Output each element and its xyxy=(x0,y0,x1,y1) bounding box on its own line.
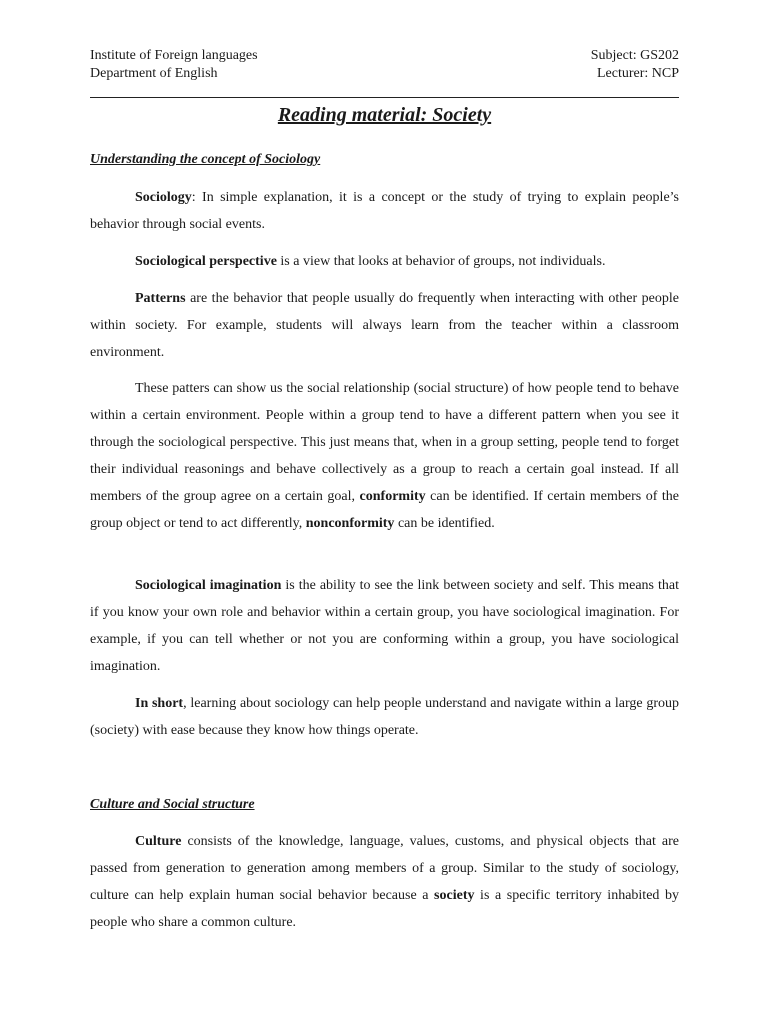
header-right xyxy=(591,47,679,83)
header-divider xyxy=(90,97,679,98)
institute-name: Institute of Foreign languages xyxy=(90,48,258,63)
paragraph-text: consists of the knowledge, language, values, customs, and physical objects that are passed from generation to generation among members of a group. Similar to the study of sociology, culture can help explain human social behavior because a xyxy=(90,834,679,903)
department-name: Department of English xyxy=(90,66,218,81)
section-heading-sociology: Understanding the concept of Sociology xyxy=(90,152,321,167)
paragraph-patters-social-structure xyxy=(90,375,679,537)
paragraph-text: can be identified. xyxy=(394,516,495,531)
paragraph-text: : In simple explanation, it is a concept or the study of trying to explain people’s behavior through social events. xyxy=(90,190,679,232)
paragraph-text: is a view that looks at behavior of groups, not individuals. xyxy=(276,254,606,269)
paragraph-text: are the behavior that people usually do frequently when interacting with other people within society. For example, students will always learn from the teacher within a classroom environment. xyxy=(90,291,679,360)
paragraph-in-short xyxy=(90,690,679,744)
term-conformity: conformity xyxy=(359,489,426,504)
subject-code: Subject: GS202 xyxy=(590,48,679,63)
term-patterns: Patterns xyxy=(135,291,186,306)
paragraph-text: , learning about sociology can help people understand and navigate within a large group (society) with ease because they know how things operate. xyxy=(90,696,679,738)
paragraph-text: is the ability to see the link between society and self. This means that if you know your own role and behavior within a certain group, you have sociological imagination. For example, if you can tell whether or not you are conforming within a group, you have sociological imagination. xyxy=(90,578,680,674)
term-society: society xyxy=(434,888,475,903)
lecturer-name: Lecturer: NCP xyxy=(596,66,679,81)
page-title: Reading material: Society xyxy=(277,104,492,126)
term-sociological-perspective: Sociological perspective xyxy=(135,254,277,269)
header-left xyxy=(90,47,258,83)
term-culture: Culture xyxy=(135,834,182,849)
paragraph-patterns xyxy=(90,285,679,366)
section-heading-culture: Culture and Social structure xyxy=(90,797,255,812)
paragraph-sociology xyxy=(90,184,679,238)
term-in-short: In short xyxy=(135,696,184,711)
document-header xyxy=(90,47,679,83)
term-sociological-imagination: Sociological imagination xyxy=(135,578,282,593)
paragraph-text: can be identified. If certain members of the group object or tend to act differently, xyxy=(90,489,680,531)
paragraph-sociological-imagination xyxy=(90,572,679,680)
paragraph-sociological-perspective xyxy=(90,248,679,275)
paragraph-text: is a specific territory inhabited by people who share a common culture. xyxy=(90,888,679,930)
paragraph-culture xyxy=(90,828,679,936)
paragraph-text: These patters can show us the social relationship (social structure) of how people tend to behave within a certain environment. People within a group tend to have a different pattern when you see it through the sociological perspective. This just means that, when in a group setting, people tend to forget their individual reasonings and behave collectively as a group to reach a certain goal instead. If all members of the group agree on a certain goal, xyxy=(90,381,679,504)
term-nonconformity: nonconformity xyxy=(305,516,395,531)
term-sociology: Sociology xyxy=(135,190,192,205)
